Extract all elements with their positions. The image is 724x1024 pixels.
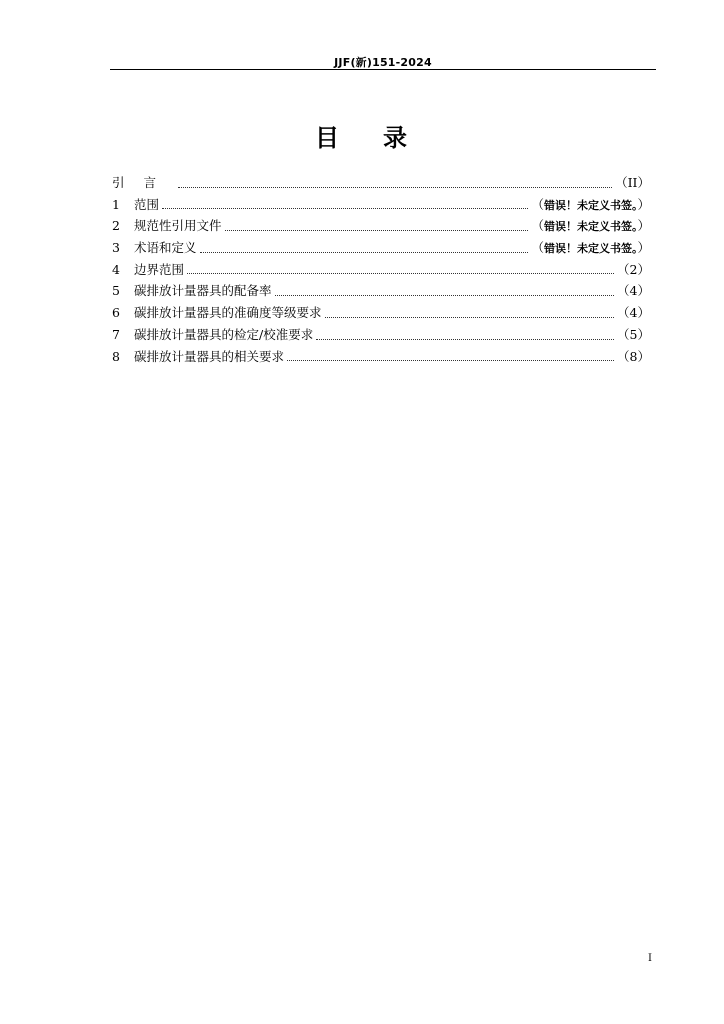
toc-entry-page: （4） xyxy=(617,283,650,299)
toc-entry[interactable] xyxy=(112,302,650,324)
toc-dot-leader xyxy=(178,186,612,188)
toc-dot-leader xyxy=(200,251,529,253)
toc-entry-title: 规范性引用文件 xyxy=(134,218,222,234)
toc-dot-leader xyxy=(325,316,615,318)
toc-entry[interactable] xyxy=(112,194,650,216)
toc-entry-title: 碳排放计量器具的检定/校准要求 xyxy=(134,326,314,342)
toc-entry-page: （2） xyxy=(617,261,650,277)
page-title xyxy=(0,118,724,153)
title-char-1: 目 xyxy=(315,124,341,152)
toc-entry-title: 碳排放计量器具的相关要求 xyxy=(134,348,285,364)
document-code-header: JJF(新)151-2024 xyxy=(334,56,432,69)
toc-entry-page: （5） xyxy=(617,326,650,342)
toc-entry-title: 范围 xyxy=(134,196,160,212)
toc-dot-leader xyxy=(187,272,614,274)
toc-entry[interactable] xyxy=(112,346,650,368)
toc-entry[interactable] xyxy=(112,237,650,259)
page-number: I xyxy=(648,953,652,964)
toc-entry-title: 边界范围 xyxy=(134,261,185,277)
toc-entry-page: （8） xyxy=(617,348,650,364)
toc-entry[interactable] xyxy=(112,172,650,194)
toc-entry[interactable] xyxy=(112,215,650,237)
toc-entry-number: 1 xyxy=(112,196,120,212)
toc-entry-page: （II） xyxy=(615,175,650,190)
toc-entry[interactable] xyxy=(112,280,650,302)
table-of-contents xyxy=(112,172,650,367)
toc-entry-number: 3 xyxy=(112,240,120,256)
toc-entry-title: 碳排放计量器具的配备率 xyxy=(134,283,272,299)
toc-entry-title: 碳排放计量器具的准确度等级要求 xyxy=(134,305,322,321)
toc-dot-leader xyxy=(225,229,529,231)
toc-entry-bookmark-error: （错误！未定义书签。） xyxy=(531,218,650,234)
toc-dot-leader xyxy=(275,294,615,296)
toc-entry-title: 术语和定义 xyxy=(134,240,197,256)
toc-entry-number: 7 xyxy=(112,326,120,342)
toc-entry-number: 5 xyxy=(112,283,120,299)
toc-entry-bookmark-error: （错误！未定义书签。） xyxy=(531,196,650,212)
toc-dot-leader xyxy=(287,359,614,361)
toc-entry-number: 2 xyxy=(112,218,120,234)
toc-entry-page: （4） xyxy=(617,305,650,321)
toc-entry-title: 引言 xyxy=(112,175,176,190)
toc-entry-bookmark-error: （错误！未定义书签。） xyxy=(531,240,650,256)
toc-entry-number: 6 xyxy=(112,305,120,321)
toc-entry[interactable] xyxy=(112,259,650,281)
toc-entry[interactable] xyxy=(112,324,650,346)
toc-entry-number: 4 xyxy=(112,261,120,277)
toc-dot-leader xyxy=(316,338,614,340)
header-rule xyxy=(110,69,656,70)
toc-entry-number: 8 xyxy=(112,348,120,364)
toc-dot-leader xyxy=(162,207,528,209)
title-char-2: 录 xyxy=(383,124,409,152)
